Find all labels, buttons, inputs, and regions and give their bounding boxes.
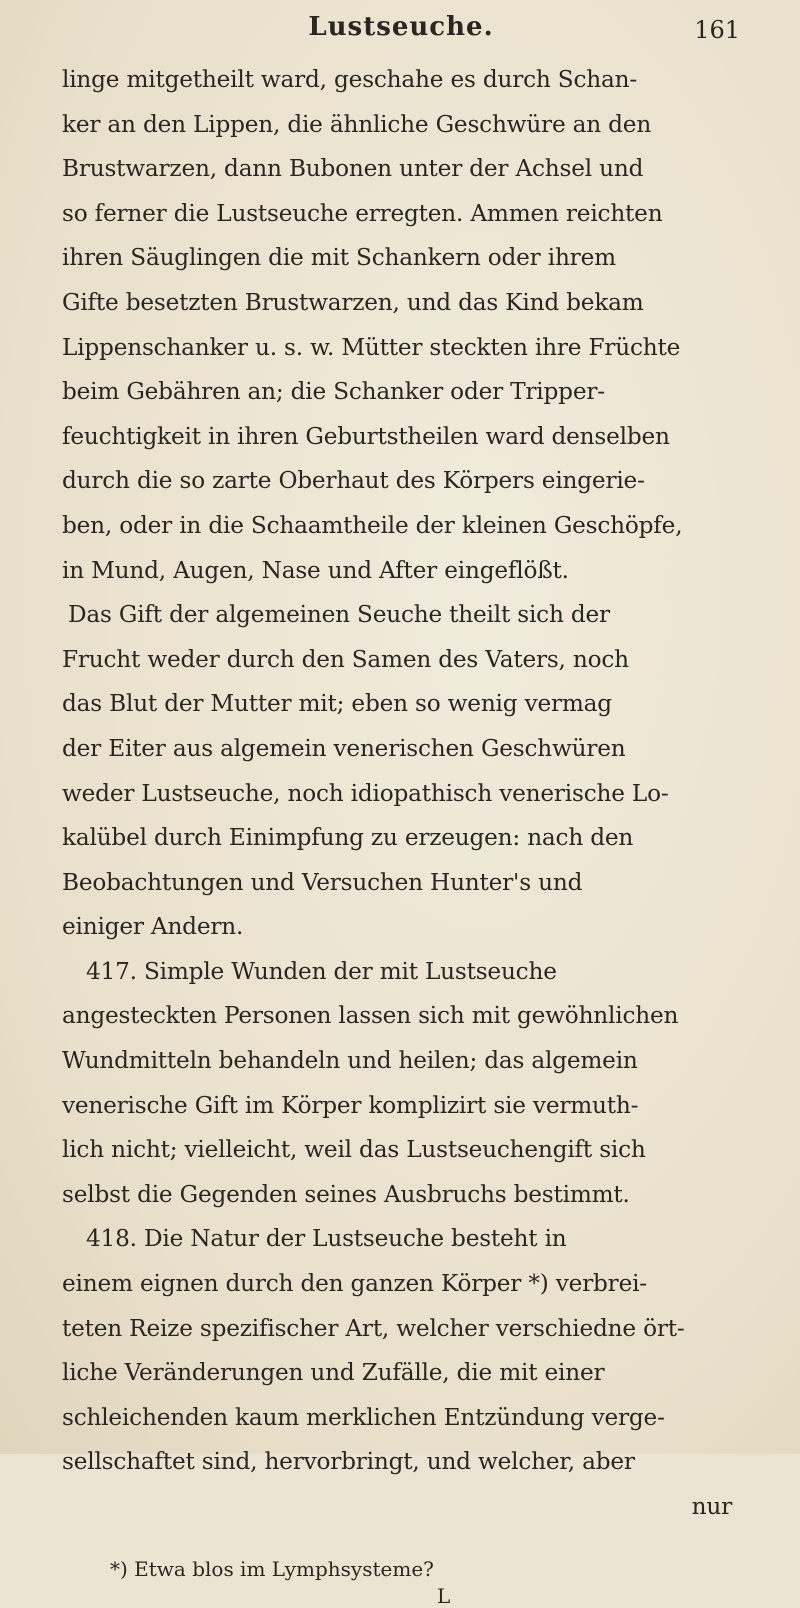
- text-line: kalübel durch Einimpfung zu erzeugen: nach den: [62, 824, 634, 852]
- text-line: liche Veränderungen und Zufälle, die mit einer: [62, 1359, 605, 1387]
- text-line: teten Reize spezifischer Art, welcher verschiedne ört-: [62, 1314, 685, 1342]
- signature-mark: L: [437, 1583, 451, 1608]
- text-line: Das Gift der algemeinen Seuche theilt sich der: [68, 601, 610, 629]
- text-line: einiger Andern.: [62, 913, 244, 941]
- text-line: venerische Gift im Körper komplizirt sie vermuth-: [62, 1091, 639, 1119]
- text-line: ihren Säuglingen die mit Schankern oder ihrem: [62, 244, 616, 272]
- text-line: durch die so zarte Oberhaut des Körpers eingerie-: [62, 467, 645, 495]
- text-line: Wundmitteln behandeln und heilen; das algemein: [62, 1047, 638, 1075]
- text-line: Beobachtungen und Versuchen Hunter's und: [62, 868, 583, 896]
- footnote: *) Etwa blos im Lymphsysteme?: [110, 1556, 434, 1581]
- text-line: Frucht weder durch den Samen des Vaters, noch: [62, 645, 629, 673]
- catchword: nur: [691, 1493, 732, 1520]
- text-line: beim Gebähren an; die Schanker oder Tripper-: [62, 378, 605, 406]
- text-line: Gifte besetzten Brustwarzen, und das Kind bekam: [62, 288, 644, 316]
- text-line: ker an den Lippen, die ähnliche Geschwüre an den: [62, 110, 652, 138]
- text-line: Lippenschanker u. s. w. Mütter steckten ihre Früchte: [62, 333, 681, 361]
- text-line: weder Lustseuche, noch idiopathisch venerische Lo-: [62, 779, 669, 807]
- text-line: selbst die Gegenden seines Ausbruchs bestimmt.: [62, 1180, 630, 1208]
- page-number: 161: [694, 16, 740, 44]
- page-header: [62, 10, 740, 54]
- body-text: [62, 58, 740, 1530]
- text-line: das Blut der Mutter mit; eben so wenig vermag: [62, 690, 612, 718]
- text-line: in Mund, Augen, Nase und After eingeflößt.: [62, 556, 569, 584]
- text-line: der Eiter aus algemein venerischen Geschwüren: [62, 734, 626, 762]
- text-line: Brustwarzen, dann Bubonen unter der Achsel und: [62, 155, 644, 183]
- section-418-heading: 418. Die Natur der Lustseuche besteht in: [86, 1225, 567, 1253]
- text-line: linge mitgetheilt ward, geschahe es durch Schan-: [62, 66, 638, 93]
- text-line: einem eignen durch den ganzen Körper *) verbrei-: [62, 1270, 647, 1298]
- text-line: feuchtigkeit in ihren Geburtstheilen ward denselben: [62, 422, 670, 450]
- text-line: ben, oder in die Schaamtheile der kleinen Geschöpfe,: [62, 511, 683, 539]
- text-line: lich nicht; vielleicht, weil das Lustseuchengift sich: [62, 1136, 646, 1164]
- text-line: so ferner die Lustseuche erregten. Ammen reichten: [62, 199, 663, 227]
- text-line: angesteckten Personen lassen sich mit gewöhnlichen: [62, 1002, 679, 1030]
- section-417-heading: 417. Simple Wunden der mit Lustseuche: [86, 957, 557, 985]
- text-line: sellschaftet sind, hervorbringt, und welcher, aber: [62, 1448, 635, 1476]
- text-line: schleichenden kaum merklichen Entzündung verge-: [62, 1403, 665, 1431]
- running-title: Lustseuche.: [308, 12, 494, 42]
